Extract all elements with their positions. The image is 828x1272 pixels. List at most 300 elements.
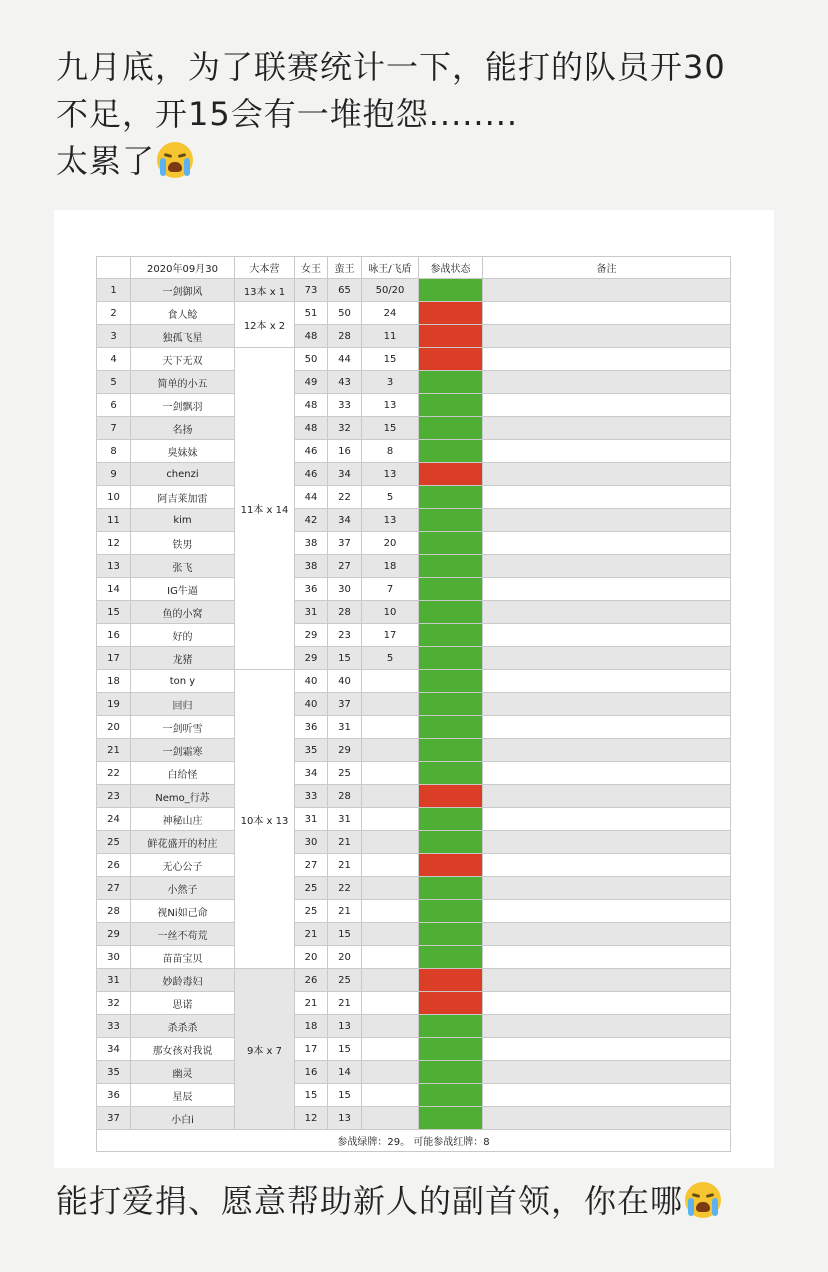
table-row — [97, 325, 731, 348]
barbarian-level: 22 — [328, 486, 362, 509]
table-row — [97, 762, 731, 785]
notes-cell — [483, 923, 731, 946]
barbarian-level: 14 — [328, 1061, 362, 1084]
war-status-green — [419, 831, 483, 854]
post-text-top — [56, 44, 776, 185]
table-row — [97, 900, 731, 923]
barbarian-level: 31 — [328, 808, 362, 831]
row-number: 2 — [97, 302, 131, 325]
member-name: 一剑霜寒 — [131, 739, 235, 762]
table-row — [97, 463, 731, 486]
warden-level — [362, 785, 419, 808]
warden-level: 3 — [362, 371, 419, 394]
row-number: 30 — [97, 946, 131, 969]
member-name: 臭妹妹 — [131, 440, 235, 463]
war-status-red — [419, 348, 483, 371]
war-status-green — [419, 601, 483, 624]
table-row — [97, 371, 731, 394]
row-number: 7 — [97, 417, 131, 440]
camp-group: 13本 x 1 — [235, 279, 295, 302]
table-row — [97, 555, 731, 578]
queen-level: 48 — [295, 417, 328, 440]
table-row — [97, 693, 731, 716]
warden-level — [362, 1061, 419, 1084]
barbarian-level: 27 — [328, 555, 362, 578]
row-number: 18 — [97, 670, 131, 693]
member-name: 那女孩对我说 — [131, 1038, 235, 1061]
war-status-red — [419, 785, 483, 808]
notes-cell — [483, 762, 731, 785]
war-status-green — [419, 1061, 483, 1084]
warden-level — [362, 739, 419, 762]
row-number: 6 — [97, 394, 131, 417]
barbarian-level: 15 — [328, 647, 362, 670]
barbarian-level: 15 — [328, 923, 362, 946]
queen-level: 48 — [295, 325, 328, 348]
war-status-green — [419, 762, 483, 785]
member-name: 一丝不苟荒 — [131, 923, 235, 946]
notes-cell — [483, 992, 731, 1015]
row-number: 4 — [97, 348, 131, 371]
queen-level: 21 — [295, 923, 328, 946]
header-notes: 备注 — [483, 257, 731, 279]
notes-cell — [483, 831, 731, 854]
row-number: 36 — [97, 1084, 131, 1107]
header-index — [97, 257, 131, 279]
barbarian-level: 33 — [328, 394, 362, 417]
warden-level: 15 — [362, 348, 419, 371]
notes-cell — [483, 1015, 731, 1038]
row-number: 24 — [97, 808, 131, 831]
row-number: 35 — [97, 1061, 131, 1084]
member-name: 龙猪 — [131, 647, 235, 670]
queen-level: 29 — [295, 624, 328, 647]
notes-cell — [483, 1061, 731, 1084]
war-status-green — [419, 532, 483, 555]
warden-level: 11 — [362, 325, 419, 348]
table-footer-row — [97, 1130, 731, 1152]
warden-level: 8 — [362, 440, 419, 463]
row-number: 12 — [97, 532, 131, 555]
camp-group: 10本 x 13 — [235, 670, 295, 969]
table-row — [97, 1038, 731, 1061]
war-status-green — [419, 440, 483, 463]
warden-level: 17 — [362, 624, 419, 647]
barbarian-level: 13 — [328, 1107, 362, 1130]
queen-level: 40 — [295, 693, 328, 716]
queen-level: 49 — [295, 371, 328, 394]
table-row — [97, 279, 731, 302]
member-name: 张飞 — [131, 555, 235, 578]
war-status-green — [419, 417, 483, 440]
table-row — [97, 601, 731, 624]
queen-level: 16 — [295, 1061, 328, 1084]
warden-level — [362, 923, 419, 946]
notes-cell — [483, 601, 731, 624]
row-number: 34 — [97, 1038, 131, 1061]
member-name: IG牛逼 — [131, 578, 235, 601]
queen-level: 38 — [295, 555, 328, 578]
barbarian-level: 43 — [328, 371, 362, 394]
row-number: 27 — [97, 877, 131, 900]
warden-level — [362, 693, 419, 716]
queen-level: 40 — [295, 670, 328, 693]
header-barbarian: 蛮王 — [328, 257, 362, 279]
member-name: 鱼的小窝 — [131, 601, 235, 624]
war-status-red — [419, 463, 483, 486]
row-number: 28 — [97, 900, 131, 923]
war-status-green — [419, 394, 483, 417]
war-status-green — [419, 1015, 483, 1038]
barbarian-level: 15 — [328, 1038, 362, 1061]
row-number: 26 — [97, 854, 131, 877]
warden-level — [362, 992, 419, 1015]
table-row — [97, 969, 731, 992]
barbarian-level: 31 — [328, 716, 362, 739]
notes-cell — [483, 647, 731, 670]
notes-cell — [483, 900, 731, 923]
member-name: 好的 — [131, 624, 235, 647]
queen-level: 73 — [295, 279, 328, 302]
table-row — [97, 877, 731, 900]
war-status-green — [419, 716, 483, 739]
war-status-green — [419, 624, 483, 647]
warden-level — [362, 946, 419, 969]
member-name: 简单的小五 — [131, 371, 235, 394]
member-name: 天下无双 — [131, 348, 235, 371]
queen-level: 36 — [295, 578, 328, 601]
member-name: 视Ni如己命 — [131, 900, 235, 923]
table-row — [97, 440, 731, 463]
member-name: 一剑御风 — [131, 279, 235, 302]
war-status-green — [419, 923, 483, 946]
notes-cell — [483, 394, 731, 417]
barbarian-level: 32 — [328, 417, 362, 440]
member-name: Nemo_行苏 — [131, 785, 235, 808]
member-name: 小白i — [131, 1107, 235, 1130]
row-number: 15 — [97, 601, 131, 624]
barbarian-level: 21 — [328, 992, 362, 1015]
notes-cell — [483, 739, 731, 762]
member-name: 阿吉莱加雷 — [131, 486, 235, 509]
barbarian-level: 28 — [328, 785, 362, 808]
table-row — [97, 509, 731, 532]
table-row — [97, 831, 731, 854]
member-name: 一剑听雪 — [131, 716, 235, 739]
table-row — [97, 578, 731, 601]
war-status-green — [419, 509, 483, 532]
barbarian-level: 28 — [328, 325, 362, 348]
camp-group: 12本 x 2 — [235, 302, 295, 348]
war-status-red — [419, 302, 483, 325]
war-status-green — [419, 578, 483, 601]
notes-cell — [483, 670, 731, 693]
barbarian-level: 21 — [328, 900, 362, 923]
table-row — [97, 716, 731, 739]
warden-level — [362, 716, 419, 739]
barbarian-level: 21 — [328, 854, 362, 877]
barbarian-level: 34 — [328, 509, 362, 532]
row-number: 31 — [97, 969, 131, 992]
queen-level: 12 — [295, 1107, 328, 1130]
table-row — [97, 992, 731, 1015]
war-status-red — [419, 854, 483, 877]
warden-level — [362, 762, 419, 785]
row-number: 11 — [97, 509, 131, 532]
header-queen: 女王 — [295, 257, 328, 279]
notes-cell — [483, 877, 731, 900]
row-number: 10 — [97, 486, 131, 509]
table-row — [97, 302, 731, 325]
war-status-green — [419, 647, 483, 670]
barbarian-level: 25 — [328, 762, 362, 785]
member-name: 鲜花盛开的村庄 — [131, 831, 235, 854]
queen-level: 21 — [295, 992, 328, 1015]
warden-level — [362, 808, 419, 831]
row-number: 29 — [97, 923, 131, 946]
crying-face-icon — [157, 142, 193, 178]
queen-level: 46 — [295, 440, 328, 463]
member-name: ton y — [131, 670, 235, 693]
warden-level: 15 — [362, 417, 419, 440]
war-status-green — [419, 1084, 483, 1107]
notes-cell — [483, 578, 731, 601]
barbarian-level: 50 — [328, 302, 362, 325]
row-number: 3 — [97, 325, 131, 348]
table-row — [97, 532, 731, 555]
barbarian-level: 65 — [328, 279, 362, 302]
table-summary: 参战绿牌：29。 可能参战红牌：8 — [97, 1130, 731, 1152]
warden-level: 5 — [362, 647, 419, 670]
header-camp: 大本营 — [235, 257, 295, 279]
notes-cell — [483, 808, 731, 831]
member-name: 铁男 — [131, 532, 235, 555]
queen-level: 46 — [295, 463, 328, 486]
post-text-line: 不足，开15会有一堆抱怨........ — [56, 95, 519, 133]
warden-level: 24 — [362, 302, 419, 325]
war-status-green — [419, 371, 483, 394]
row-number: 14 — [97, 578, 131, 601]
queen-level: 17 — [295, 1038, 328, 1061]
row-number: 25 — [97, 831, 131, 854]
war-status-red — [419, 969, 483, 992]
warden-level: 18 — [362, 555, 419, 578]
queen-level: 33 — [295, 785, 328, 808]
table-row — [97, 417, 731, 440]
queen-level: 25 — [295, 877, 328, 900]
barbarian-level: 20 — [328, 946, 362, 969]
barbarian-level: 21 — [328, 831, 362, 854]
row-number: 21 — [97, 739, 131, 762]
notes-cell — [483, 716, 731, 739]
war-status-green — [419, 877, 483, 900]
table-row — [97, 670, 731, 693]
notes-cell — [483, 693, 731, 716]
row-number: 13 — [97, 555, 131, 578]
barbarian-level: 37 — [328, 693, 362, 716]
barbarian-level: 13 — [328, 1015, 362, 1038]
barbarian-level: 15 — [328, 1084, 362, 1107]
notes-cell — [483, 1038, 731, 1061]
table-row — [97, 785, 731, 808]
notes-cell — [483, 325, 731, 348]
header-warden: 咏王/飞盾 — [362, 257, 419, 279]
table-row — [97, 1084, 731, 1107]
spreadsheet-image[interactable] — [54, 210, 774, 1168]
member-name: chenzi — [131, 463, 235, 486]
queen-level: 48 — [295, 394, 328, 417]
war-status-green — [419, 946, 483, 969]
queen-level: 44 — [295, 486, 328, 509]
war-status-red — [419, 325, 483, 348]
crying-face-icon — [685, 1182, 721, 1218]
warden-level: 7 — [362, 578, 419, 601]
warden-level: 20 — [362, 532, 419, 555]
post-text-bottom: 能打爱捐、愿意帮助新人的副首领，你在哪 — [56, 1178, 796, 1225]
post-text-line: 太累了 — [56, 138, 776, 185]
notes-cell — [483, 1084, 731, 1107]
member-name: 幽灵 — [131, 1061, 235, 1084]
row-number: 33 — [97, 1015, 131, 1038]
roster-table — [96, 256, 731, 1152]
queen-level: 30 — [295, 831, 328, 854]
member-name: 妙龄毒妇 — [131, 969, 235, 992]
warden-level — [362, 1038, 419, 1061]
post-text-line: 九月底，为了联赛统计一下，能打的队员开30 — [56, 48, 726, 86]
member-name: 一剑飘羽 — [131, 394, 235, 417]
queen-level: 31 — [295, 601, 328, 624]
war-status-green — [419, 900, 483, 923]
warden-level — [362, 969, 419, 992]
row-number: 32 — [97, 992, 131, 1015]
member-name: kim — [131, 509, 235, 532]
notes-cell — [483, 463, 731, 486]
row-number: 9 — [97, 463, 131, 486]
row-number: 20 — [97, 716, 131, 739]
warden-level — [362, 831, 419, 854]
queen-level: 29 — [295, 647, 328, 670]
queen-level: 35 — [295, 739, 328, 762]
member-name: 星辰 — [131, 1084, 235, 1107]
member-name: 无心公子 — [131, 854, 235, 877]
row-number: 5 — [97, 371, 131, 394]
table-row — [97, 486, 731, 509]
table-row — [97, 923, 731, 946]
member-name: 独孤飞星 — [131, 325, 235, 348]
header-date: 2020年09月30 — [131, 257, 235, 279]
notes-cell — [483, 302, 731, 325]
queen-level: 20 — [295, 946, 328, 969]
queen-level: 18 — [295, 1015, 328, 1038]
notes-cell — [483, 854, 731, 877]
notes-cell — [483, 509, 731, 532]
war-status-green — [419, 1107, 483, 1130]
war-status-green — [419, 486, 483, 509]
queen-level: 31 — [295, 808, 328, 831]
table-row — [97, 946, 731, 969]
barbarian-level: 30 — [328, 578, 362, 601]
row-number: 8 — [97, 440, 131, 463]
warden-level — [362, 877, 419, 900]
member-name: 杀杀杀 — [131, 1015, 235, 1038]
queen-level: 36 — [295, 716, 328, 739]
camp-group: 9本 x 7 — [235, 969, 295, 1130]
notes-cell — [483, 555, 731, 578]
row-number: 1 — [97, 279, 131, 302]
war-status-green — [419, 555, 483, 578]
table-row — [97, 808, 731, 831]
queen-level: 50 — [295, 348, 328, 371]
table-row — [97, 624, 731, 647]
war-status-green — [419, 1038, 483, 1061]
warden-level: 50/20 — [362, 279, 419, 302]
camp-group: 11本 x 14 — [235, 348, 295, 670]
notes-cell — [483, 1107, 731, 1130]
barbarian-level: 23 — [328, 624, 362, 647]
table-row — [97, 647, 731, 670]
warden-level — [362, 1107, 419, 1130]
notes-cell — [483, 785, 731, 808]
queen-level: 27 — [295, 854, 328, 877]
barbarian-level: 22 — [328, 877, 362, 900]
table-header-row — [97, 257, 731, 279]
war-status-green — [419, 739, 483, 762]
notes-cell — [483, 371, 731, 394]
warden-level: 10 — [362, 601, 419, 624]
row-number: 17 — [97, 647, 131, 670]
header-status: 参战状态 — [419, 257, 483, 279]
war-status-red — [419, 992, 483, 1015]
barbarian-level: 25 — [328, 969, 362, 992]
queen-level: 15 — [295, 1084, 328, 1107]
row-number: 37 — [97, 1107, 131, 1130]
notes-cell — [483, 417, 731, 440]
member-name: 食人鲶 — [131, 302, 235, 325]
member-name: 小然子 — [131, 877, 235, 900]
war-status-green — [419, 808, 483, 831]
table-row — [97, 1061, 731, 1084]
notes-cell — [483, 279, 731, 302]
table-row — [97, 348, 731, 371]
warden-level: 5 — [362, 486, 419, 509]
barbarian-level: 16 — [328, 440, 362, 463]
barbarian-level: 44 — [328, 348, 362, 371]
row-number: 16 — [97, 624, 131, 647]
warden-level — [362, 1015, 419, 1038]
table-row — [97, 739, 731, 762]
notes-cell — [483, 532, 731, 555]
warden-level — [362, 854, 419, 877]
barbarian-level: 37 — [328, 532, 362, 555]
queen-level: 26 — [295, 969, 328, 992]
war-status-green — [419, 670, 483, 693]
barbarian-level: 34 — [328, 463, 362, 486]
member-name: 名扬 — [131, 417, 235, 440]
queen-level: 25 — [295, 900, 328, 923]
notes-cell — [483, 348, 731, 371]
warden-level: 13 — [362, 463, 419, 486]
queen-level: 42 — [295, 509, 328, 532]
notes-cell — [483, 440, 731, 463]
barbarian-level: 29 — [328, 739, 362, 762]
warden-level: 13 — [362, 509, 419, 532]
queen-level: 38 — [295, 532, 328, 555]
member-name: 白给怪 — [131, 762, 235, 785]
member-name: 思诺 — [131, 992, 235, 1015]
barbarian-level: 28 — [328, 601, 362, 624]
warden-level — [362, 670, 419, 693]
table-row — [97, 854, 731, 877]
